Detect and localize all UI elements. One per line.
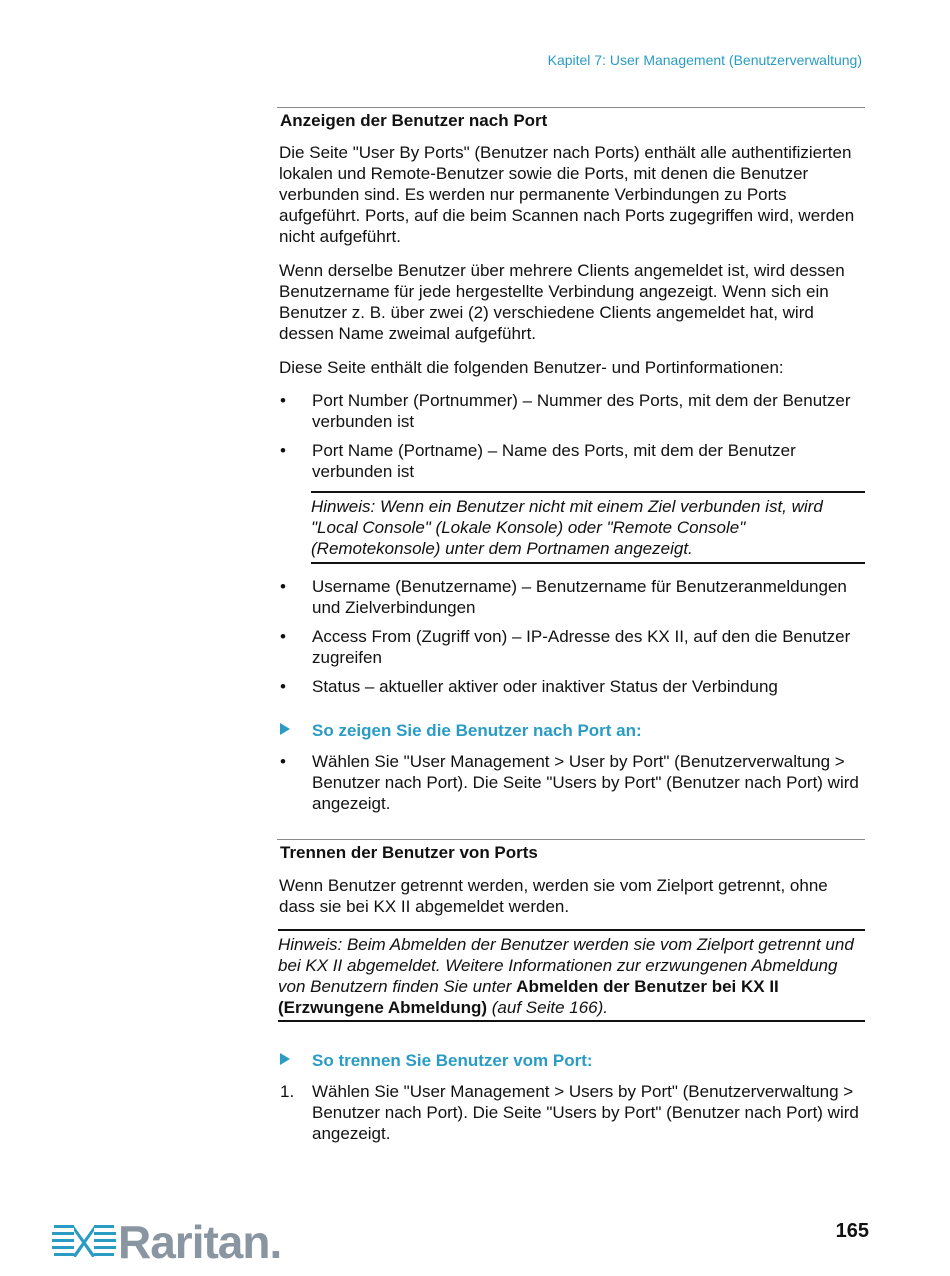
procedure-title: So trennen Sie Benutzer vom Port: [312, 1051, 593, 1070]
note-text: Hinweis: Beim Abmelden der Benutzer werden sie vom Zielport getrennt und bei KX II abgemeldet. Weitere Informationen zur erzwungenen Abmeldung von Benutzern finden Sie unter [278, 935, 854, 996]
triangle-arrow-icon [280, 1053, 290, 1065]
raritan-logo [52, 1216, 282, 1268]
procedure-heading [280, 721, 642, 741]
list-item-text: Access From (Zugriff von) – IP-Adresse des KX II, auf den die Benutzer zugreifen [312, 627, 851, 667]
bullet-icon: • [280, 391, 286, 410]
intro-paragraph [279, 142, 865, 247]
section-divider [277, 107, 865, 108]
chapter-header: Kapitel 7: User Management (Benutzerverwaltung) [547, 52, 862, 68]
raritan-globe-icon [52, 1219, 116, 1261]
triangle-arrow-icon [280, 723, 290, 735]
list-item-text: Port Name (Portname) – Name des Ports, mit dem der Benutzer verbunden ist [312, 441, 796, 481]
bullet-icon: • [280, 577, 286, 596]
section-title: Trennen der Benutzer von Ports [280, 843, 538, 862]
procedure-title: So zeigen Sie die Benutzer nach Port an: [312, 721, 642, 740]
bullet-icon: • [280, 627, 286, 646]
section-title: Anzeigen der Benutzer nach Port [280, 111, 548, 130]
paragraph: Wenn Benutzer getrennt werden, werden sie vom Zielport getrennt, ohne dass sie bei KX II abgemeldet werden. [279, 876, 828, 916]
paragraph-block [279, 875, 865, 917]
list-item-text: Status – aktueller aktiver oder inaktiver Status der Verbindung [312, 677, 778, 696]
paragraph: Diese Seite enthält die folgenden Benutzer- und Portinformationen: [279, 358, 784, 377]
bullet-icon: • [280, 441, 286, 460]
note-box [278, 929, 865, 1022]
procedure-heading [280, 1051, 593, 1071]
section-divider [277, 839, 865, 840]
list-item-text: Wählen Sie "User Management > User by Port" (Benutzerverwaltung > Benutzer nach Port). Die Seite "Users by Port" (Benutzer nach Port) wird angezeigt. [312, 752, 859, 813]
list-item-text: Port Number (Portnummer) – Nummer des Ports, mit dem der Benutzer verbunden ist [312, 391, 851, 431]
page-reference: (auf Seite 166). [487, 998, 608, 1017]
page-number: 165 [835, 1220, 869, 1242]
step-number: 1. [280, 1082, 295, 1101]
note-text: Hinweis: Wenn ein Benutzer nicht mit einem Ziel verbunden ist, wird "Local Console" (Lokale Konsole) oder "Remote Console" (Remotekonsole) unter dem Portnamen angezeigt. [311, 497, 823, 558]
paragraph-block [279, 260, 865, 344]
paragraph: Die Seite "User By Ports" (Benutzer nach Ports) enthält alle authentifizierten lokalen und Remote-Benutzer sowie die Ports, mit denen die Benutzer verbunden sind. Es werden nur permanente Verbindungen zu Ports aufgeführt. Ports, auf die beim Scannen nach Ports zugegriffen wird, werden nicht aufgeführt. [279, 143, 855, 246]
step-text: Wählen Sie "User Management > Users by Port" (Benutzerverwaltung > Benutzer nach Port). Die Seite "Users by Port" (Benutzer nach Port) wird angezeigt. [312, 1082, 859, 1143]
bullet-icon: • [280, 677, 286, 696]
note-box [311, 491, 865, 564]
list-item-text: Username (Benutzername) – Benutzername für Benutzeranmeldungen und Zielverbindungen [312, 577, 847, 617]
logo-wordmark: Raritan. [118, 1216, 282, 1268]
bullet-icon: • [280, 752, 286, 771]
cross-reference-link[interactable]: Abmelden der Benutzer bei KX II (Erzwungene Abmeldung) [278, 977, 779, 1017]
paragraph-block [279, 357, 865, 378]
paragraph: Wenn derselbe Benutzer über mehrere Clients angemeldet ist, wird dessen Benutzername für jede hergestellte Verbindung angezeigt. Wenn sich ein Benutzer z. B. über zwei (2) verschiedene Clients angemeldet hat, wird dessen Name zweimal aufgeführt. [279, 261, 845, 343]
